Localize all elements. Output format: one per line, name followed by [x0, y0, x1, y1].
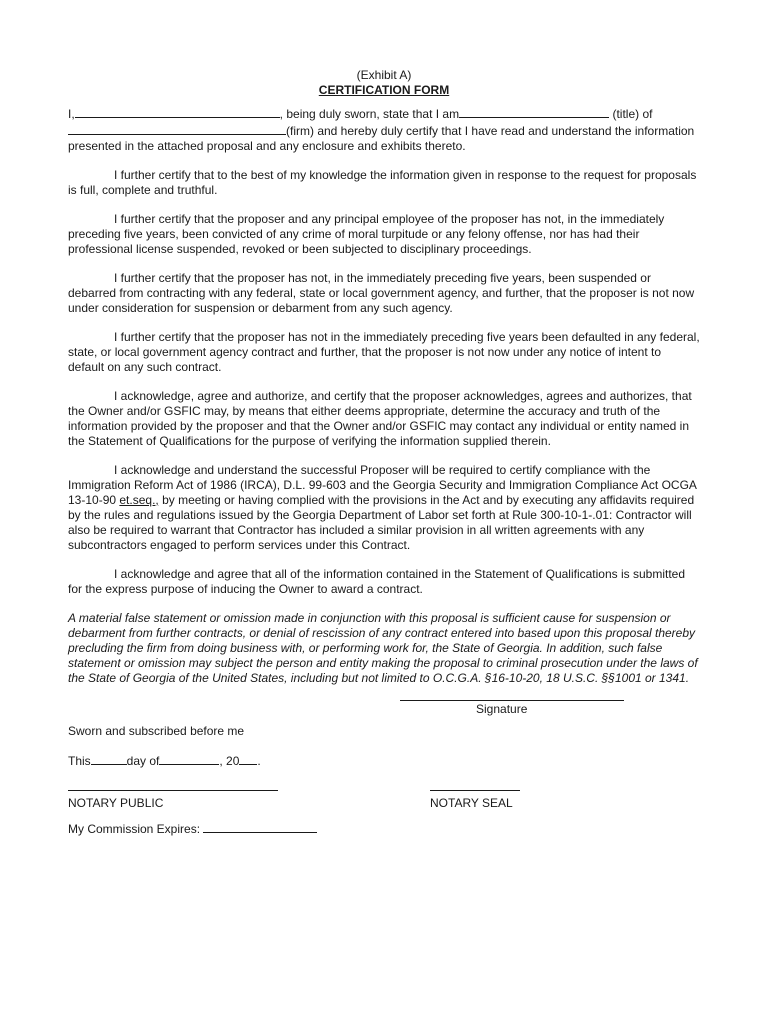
day-field[interactable]: [91, 752, 127, 765]
commission-expires-label: My Commission Expires:: [68, 822, 201, 836]
signature-label: Signature: [476, 702, 528, 716]
immigration-text-a: I acknowledge and understand the successful Proposer will be required to certify compliance with the Immigration Reform Act of 1986 (IRCA), D.L. 99-603 and the Georgia Security and Immigration Compliance Act OCGA 13-10-90: [68, 463, 697, 507]
form-title: CERTIFICATION FORM: [318, 83, 450, 97]
paragraph-no-default: I further certify that the proposer has not in the immediately preceding five years been defaulted in any federal, state, or local government agency contract and further, that the proposer is not now under any notice of intent to default on any such contract.: [68, 330, 700, 374]
notary-public-label: NOTARY PUBLIC: [68, 796, 164, 810]
date-day-of: day of: [126, 754, 160, 768]
immigration-text-b: by meeting or having complied with the provisions in the Act and by executing any affidavits required by the rules and regulations issued by the Georgia Department of Labor set forth at Rule 300-10-1-.01: Contractor will also be required to warrant that Contractor has included a similar provision in all written agreements with any subcontractors engaged to perform services under this Contract.: [68, 493, 695, 552]
notary-lines-row: [68, 790, 700, 812]
intro-sworn-text: , being duly sworn, state that I am: [279, 107, 460, 121]
paragraph-no-debarment: I further certify that the proposer has not, in the immediately preceding five years, been suspended or debarred from contracting with any federal, state or local government agency, and further, that the proposer is not now under consideration for suspension or debarment from any such agency.: [68, 271, 695, 315]
paragraph-full-complete: I further certify that to the best of my knowledge the information given in response to the request for proposals is full, complete and truthful.: [68, 168, 697, 197]
et-seq-reference: et.seq.,: [119, 493, 159, 507]
title-field[interactable]: [459, 105, 609, 118]
date-this: This: [68, 754, 91, 768]
firm-field[interactable]: [68, 122, 286, 135]
signature-block: [68, 686, 700, 746]
exhibit-label: (Exhibit A): [356, 68, 412, 82]
year-field[interactable]: [239, 752, 257, 765]
paragraph-statement-qualifications: I acknowledge and agree that all of the information contained in the Statement of Qualifications is submitted for the express purpose of inducing the Owner to award a contract.: [68, 567, 686, 596]
paragraph-no-conviction: I further certify that the proposer and any principal employee of the proposer has not, in the immediately preceding five years, been convicted of any crime of moral turpitude or any felony offense, nor has had their professional license suspended, revoked or been subjected to disciplinary proceedings.: [68, 212, 665, 256]
signature-line[interactable]: [400, 700, 624, 701]
paragraph-immigration: [68, 463, 700, 553]
notary-seal-label: NOTARY SEAL: [430, 796, 513, 810]
name-field[interactable]: [75, 105, 280, 118]
sworn-subscribed-text: Sworn and subscribed before me: [68, 724, 245, 738]
notary-public-line[interactable]: [68, 790, 278, 791]
notary-seal-line[interactable]: [430, 790, 520, 791]
intro-title-suffix: (title) of: [612, 107, 653, 121]
commission-expires-field[interactable]: [203, 820, 317, 833]
intro-firm-text: (firm) and hereby duly certify that I have read and understand the information presented in the attached proposal and any enclosure and exhibits thereto.: [68, 124, 695, 153]
date-line: [68, 752, 700, 769]
month-field[interactable]: [159, 752, 219, 765]
date-period: .: [257, 754, 261, 768]
false-statement-warning: A material false statement or omission made in conjunction with this proposal is sufficient cause for suspension or debarment from further contracts, or denial of rescission of any contract entered into based upon this proposal thereby precluding the firm from doing business with, or performing work for, the State of Georgia. In addition, such false statement or omission may subject the person and entity making the proposal to criminal prosecution under the laws of the State of Georgia of the United States, including but not limited to O.C.G.A. §16-10-20, 18 U.S.C. §§1001 or 1341.: [68, 611, 698, 685]
intro-i-prefix: I,: [68, 107, 75, 121]
certification-form-page: [68, 62, 700, 837]
date-year-prefix: , 20: [219, 754, 240, 768]
paragraph-authorization: I acknowledge, agree and authorize, and certify that the proposer acknowledges, agrees and authorizes, that the Owner and/or GSFIC may, by means that either deems appropriate, determine the accuracy and truth of the information provided by the proposer and that the Owner and/or GSFIC may contact any individual or entity named in the Statement of Qualifications for the purpose of verifying the information supplied therein.: [68, 389, 692, 448]
commission-expires-line: [68, 820, 700, 837]
intro-paragraph: [68, 105, 700, 154]
